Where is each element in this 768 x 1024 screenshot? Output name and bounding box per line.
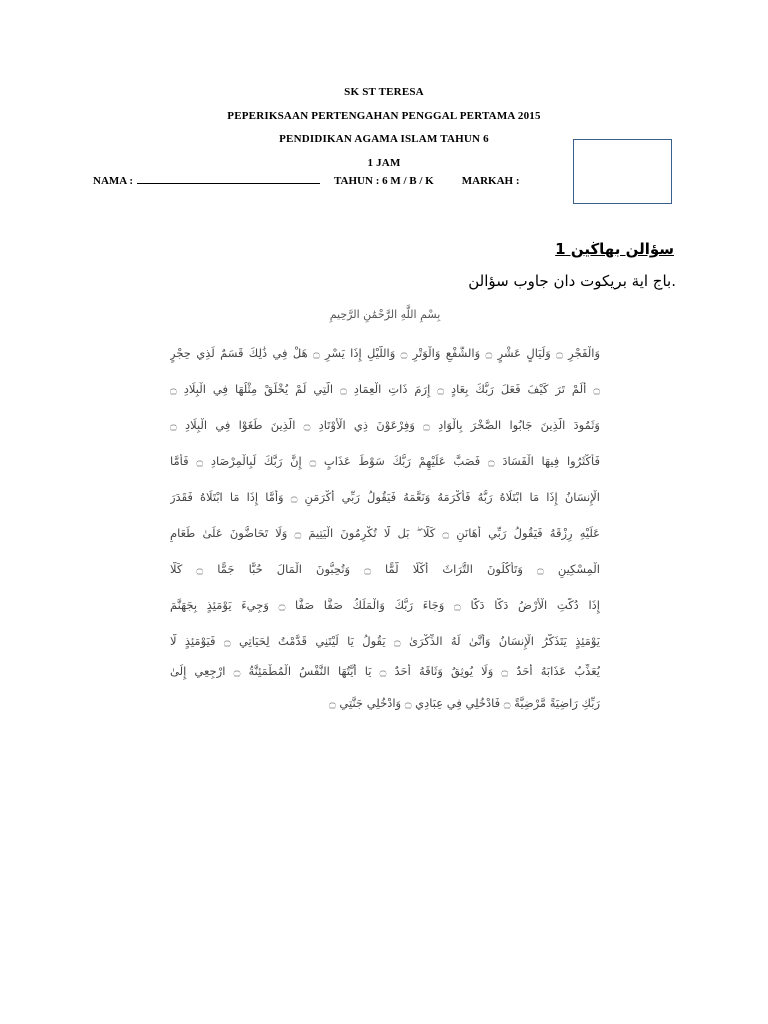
verse-line: رَبِّكِ رَاضِيَةً مَّرْضِيَّةً ۝ فَادْخُلِي فِي عِبَادِي ۝ وَادْخُلِي جَنَّتِي ۝ xyxy=(329,696,600,710)
subject-title: PENDIDIKAN AGAMA ISLAM TAHUN 6 xyxy=(279,133,489,145)
exam-title: PEPERIKSAAN PERTENGAHAN PENGGAL PERTAMA 2015 xyxy=(227,110,541,122)
verse-line: إِذَا دُكَّتِ الْأَرْضُ دَكًّا دَكًّا ۝ وَجَاءَ رَبُّكَ وَالْمَلَكُ صَفًّا صَفًّا ۝ وَجِيءَ يَوْمَئِذٍ بِجَهَنَّمَ xyxy=(170,598,600,612)
exam-duration: 1 JAM xyxy=(367,157,401,169)
verse-line: وَثَمُودَ الَّذِينَ جَابُوا الصَّخْرَ بِالْوَادِ ۝ وَفِرْعَوْنَ ذِي الْأَوْتَادِ ۝ الَّذِينَ طَغَوْا فِي الْبِلَادِ ۝ xyxy=(170,418,600,432)
verse-line: ۝ أَلَمْ تَرَ كَيْفَ فَعَلَ رَبُّكَ بِعَادٍ ۝ إِرَمَ ذَاتِ الْعِمَادِ ۝ الَّتِي لَمْ يُخْلَقْ مِثْلُهَا فِي الْبِلَادِ ۝ xyxy=(170,382,600,396)
markah-box xyxy=(573,139,672,204)
bismillah: بِسْمِ اللَّهِ الرَّحْمَٰنِ الرَّحِيمِ xyxy=(329,308,441,321)
question-title: سؤالن بهاڬين 1 xyxy=(555,240,674,258)
verse-line: يُعَذِّبُ عَذَابَهُ أَحَدٌ ۝ وَلَا يُوثِقُ وَثَاقَهُ أَحَدٌ ۝ يَا أَيَّتُهَا النَّفْسُ الْمُطْمَئِنَّةُ ۝ ارْجِعِي إِلَىٰ xyxy=(170,664,600,678)
verse-line: عَلَيْهِ رِزْقَهُ فَيَقُولُ رَبِّي أَهَانَنِ ۝ كَلَّا ۖ بَل لَّا تُكْرِمُونَ الْيَتِيمَ ۝ وَلَا تَحَاضُّونَ عَلَىٰ طَعَامِ xyxy=(170,526,600,540)
quran-passage-image xyxy=(170,300,600,720)
school-name: SK ST TERESA xyxy=(344,86,424,98)
verse-line: الْمِسْكِينِ ۝ وَتَأْكُلُونَ التُّرَاثَ أَكْلًا لَّمًّا ۝ وَتُحِبُّونَ الْمَالَ حُبًّا جَمًّا ۝ كَلَّا xyxy=(170,562,600,576)
question-instruction: .باج اية بريكوت دان جاوب سؤالن xyxy=(468,272,676,290)
tahun-label: TAHUN : 6 M / B / K xyxy=(334,175,434,187)
nama-blank-line[interactable] xyxy=(137,174,320,184)
verse-line: الْإِنسَانُ إِذَا مَا ابْتَلَاهُ رَبُّهُ فَأَكْرَمَهُ وَنَعَّمَهُ فَيَقُولُ رَبِّي أَكْرَمَنِ ۝ وَأَمَّا إِذَا مَا ابْتَلَاهُ فَقَدَرَ xyxy=(170,490,600,504)
student-info-row xyxy=(93,174,520,187)
verse-line: يَوْمَئِذٍ يَتَذَكَّرُ الْإِنسَانُ وَأَنَّىٰ لَهُ الذِّكْرَىٰ ۝ يَقُولُ يَا لَيْتَنِي قَدَّمْتُ لِحَيَاتِي ۝ فَيَوْمَئِذٍ لَّا xyxy=(170,634,600,648)
verse-line: فَأَكْثَرُوا فِيهَا الْفَسَادَ ۝ فَصَبَّ عَلَيْهِمْ رَبُّكَ سَوْطَ عَذَابٍ ۝ إِنَّ رَبَّكَ لَبِالْمِرْصَادِ ۝ فَأَمَّا xyxy=(170,454,600,468)
nama-label: NAMA : xyxy=(93,175,134,187)
markah-label: MARKAH : xyxy=(461,175,520,187)
verse-line: وَالْفَجْرِ ۝ وَلَيَالٍ عَشْرٍ ۝ وَالشَّفْعِ وَالْوَتْرِ ۝ وَاللَّيْلِ إِذَا يَسْرِ ۝ هَلْ فِي ذَٰلِكَ قَسَمٌ لِّذِي حِجْرٍ xyxy=(170,346,600,360)
